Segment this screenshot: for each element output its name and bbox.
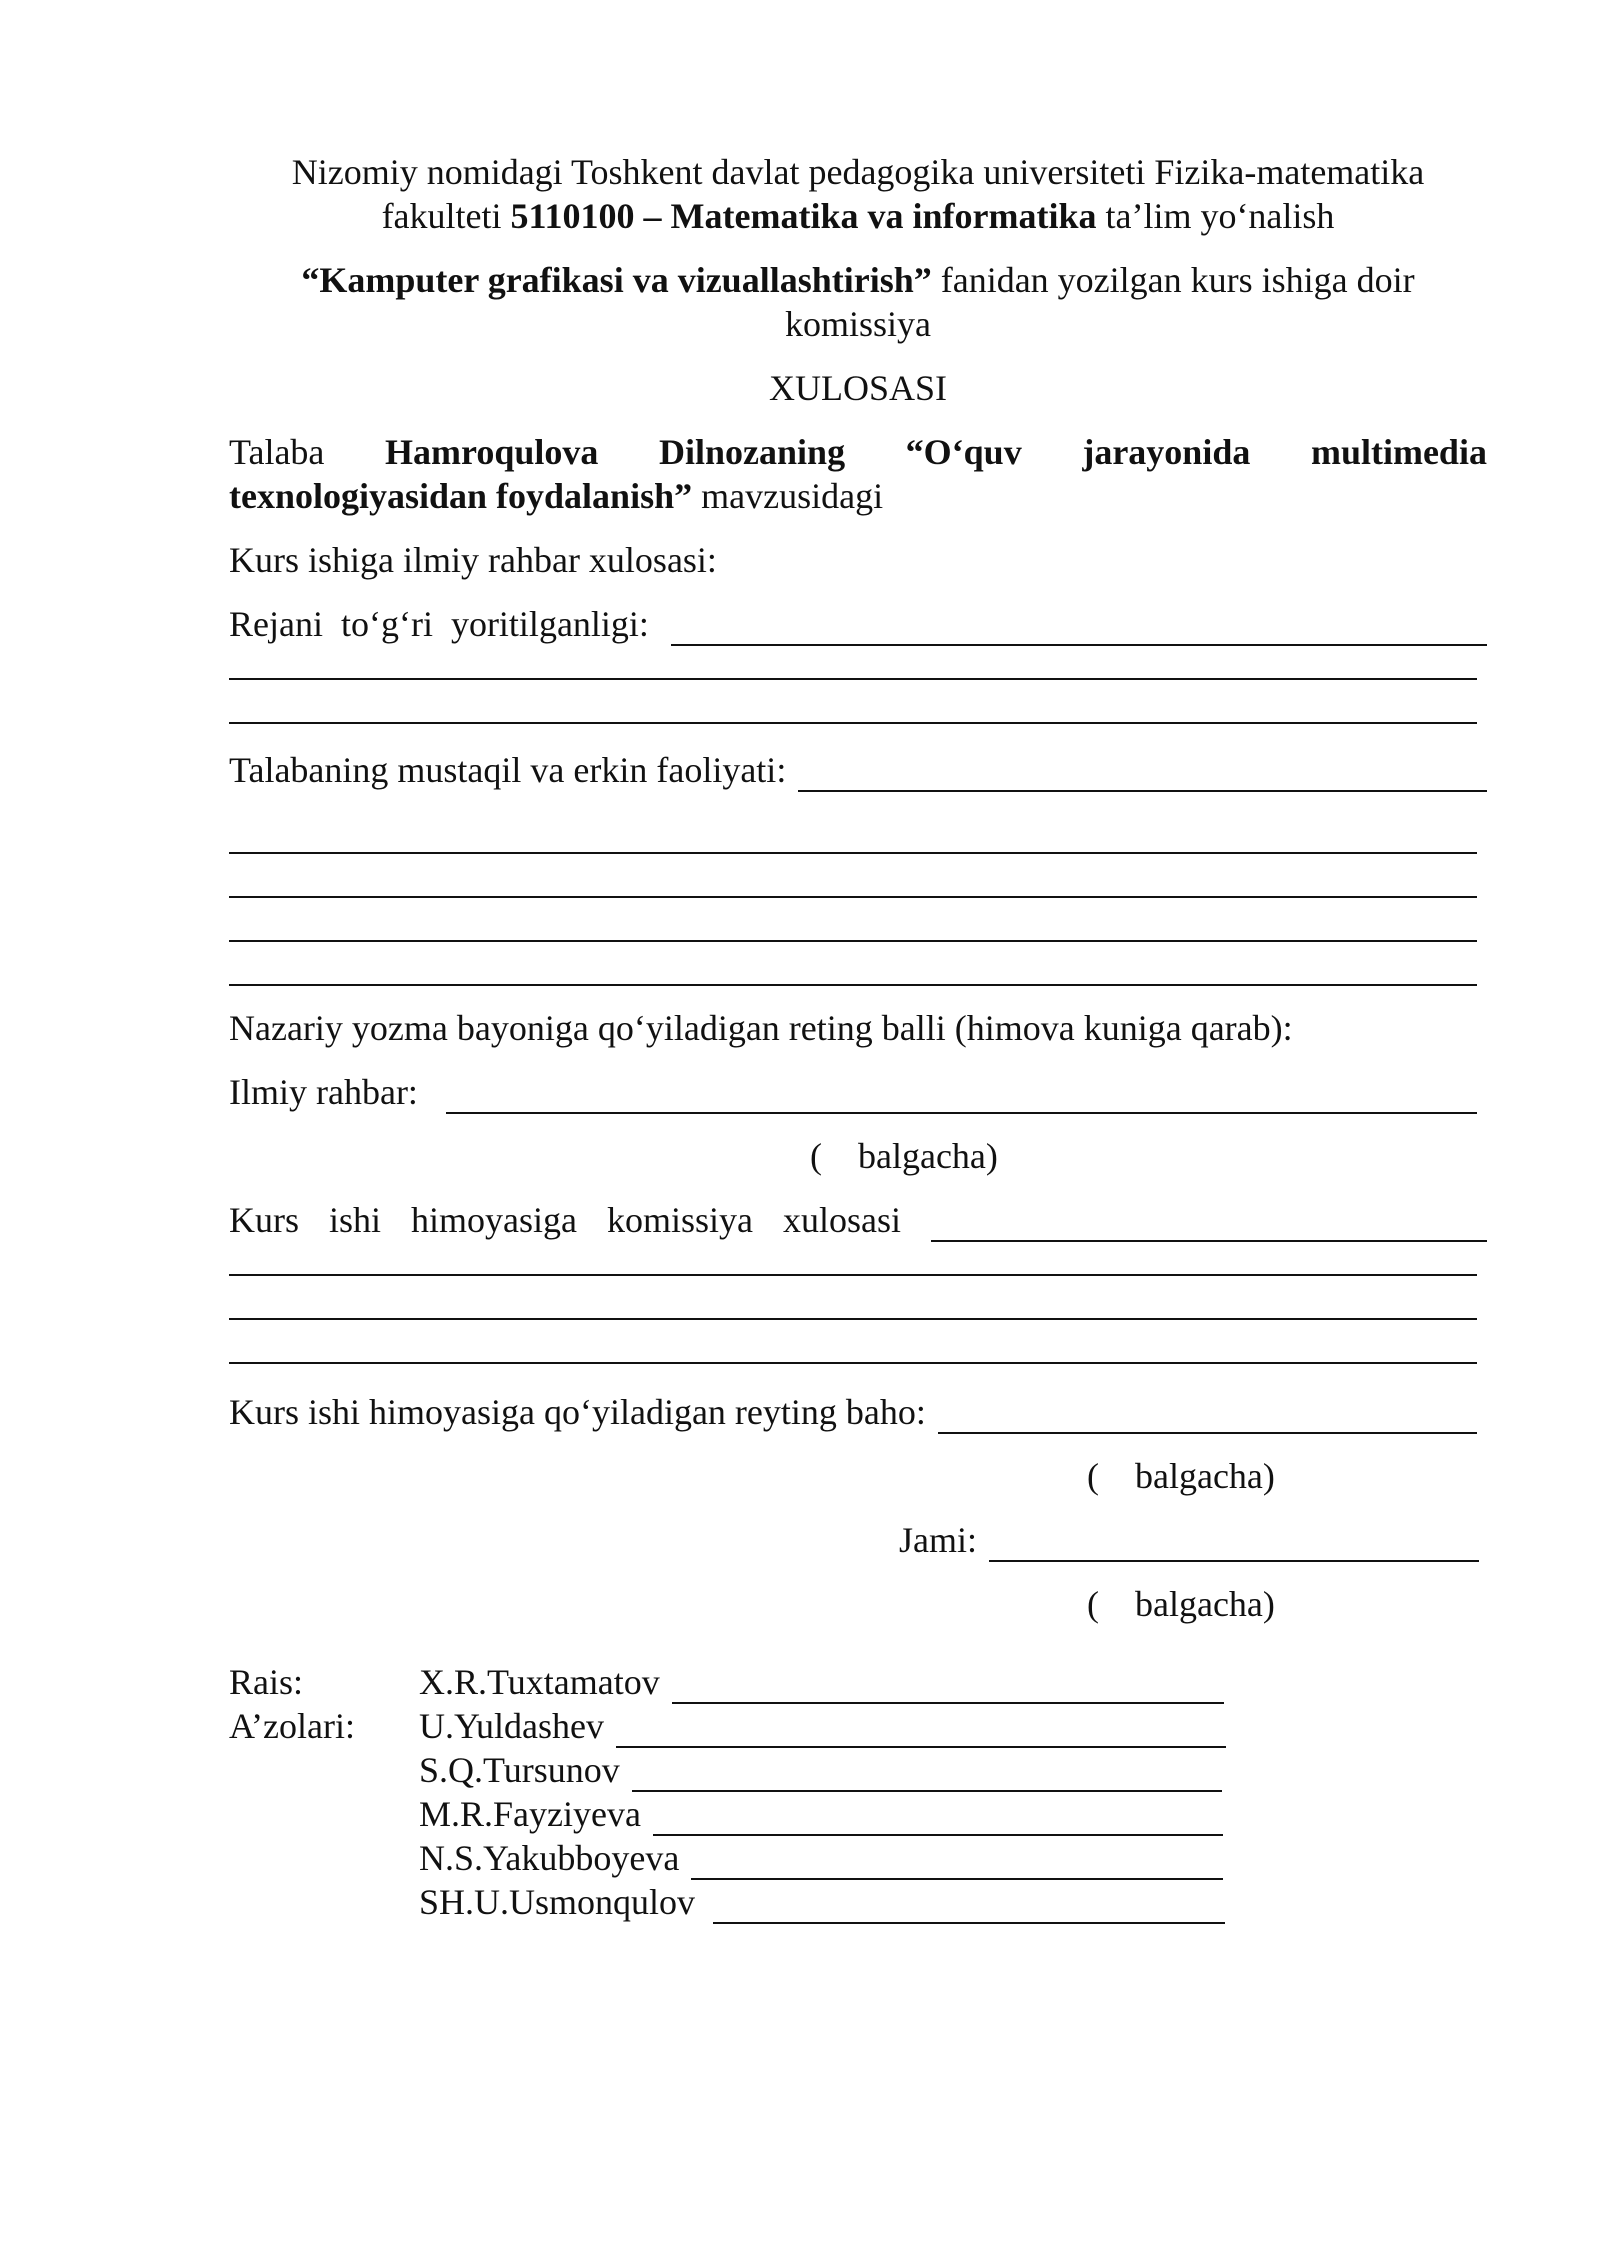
student-word-6: multimedia — [1310, 432, 1487, 472]
member-name: M.R.Fayziyeva — [419, 1794, 641, 1834]
defense-rating-field — [229, 1390, 1477, 1434]
conclusion-form — [229, 150, 1487, 1924]
advisor-points — [229, 1134, 1487, 1178]
commission-word-2: ishi — [329, 1200, 382, 1240]
total-points — [229, 1582, 1487, 1626]
blank-line[interactable] — [229, 1320, 1477, 1364]
blank-line[interactable] — [229, 792, 1477, 854]
advisor-blank[interactable] — [446, 1081, 1477, 1114]
university-header — [229, 150, 1487, 238]
chair-role: Rais: — [229, 1662, 304, 1702]
student-word-1: Talaba — [229, 432, 325, 472]
student-word-4: “O‘quv — [905, 432, 1022, 472]
signature-row — [419, 1748, 1247, 1792]
balgacha-label: ( balgacha) — [1087, 1456, 1275, 1496]
commission-signatures — [229, 1660, 1487, 1924]
plan-coverage-label: Rejani to‘g‘ri yoritilganligi: — [229, 604, 649, 644]
signature-row — [419, 1704, 1247, 1748]
blank-line[interactable] — [229, 854, 1477, 898]
header-line2-c: ta’lim yo‘nalish — [1096, 196, 1335, 236]
commission-word-1: Kurs — [229, 1200, 299, 1240]
subject-line — [229, 258, 1487, 346]
advisor-label: Ilmiy rahbar: — [229, 1072, 418, 1112]
signature-row — [419, 1660, 1247, 1704]
plan-coverage-field — [229, 602, 1487, 724]
student-word-2: Hamroqulova — [385, 432, 599, 472]
subject-rest2: komissiya — [784, 304, 931, 344]
blank-line[interactable] — [229, 898, 1477, 942]
blank-line[interactable] — [229, 646, 1477, 680]
member-name: S.Q.Tursunov — [419, 1750, 620, 1790]
commission-field — [229, 1198, 1487, 1364]
blank-line[interactable] — [229, 942, 1477, 986]
member-name: U.Yuldashev — [419, 1706, 604, 1746]
signature-row — [419, 1792, 1247, 1836]
signature-blank[interactable] — [672, 1671, 1224, 1704]
defense-rating-label: Kurs ishi himoyasiga qo‘yiladigan reyting baho: — [229, 1392, 926, 1432]
blank-line[interactable] — [229, 680, 1477, 724]
theory-rating-label: Nazariy yozma bayoniga qo‘yiladigan reting balli (himova kuniga qarab): — [229, 1008, 1293, 1048]
document-title: XULOSASI — [768, 368, 947, 408]
subject-rest1: fanidan yozilgan kurs ishiga doir — [931, 260, 1415, 300]
total-label: Jami: — [899, 1520, 977, 1560]
advisor-conclusion-label: Kurs ishiga ilmiy rahbar xulosasi: — [229, 540, 717, 580]
defense-rating-blank[interactable] — [938, 1401, 1477, 1434]
student-topic-end: texnologiyasidan foydalanish” — [229, 476, 693, 516]
signature-row — [419, 1836, 1247, 1880]
commission-blank[interactable] — [931, 1209, 1487, 1242]
header-line1: Nizomiy nomidagi Toshkent davlat pedagogika universiteti Fizika-matematika — [291, 152, 1425, 192]
independent-activity-label: Talabaning mustaqil va erkin faoliyati: — [229, 750, 787, 790]
student-line — [229, 430, 1487, 518]
balgacha-label: ( balgacha) — [1087, 1584, 1275, 1624]
signature-blank[interactable] — [691, 1847, 1223, 1880]
member-name: N.S.Yakubboyeva — [419, 1838, 680, 1878]
signature-blank[interactable] — [616, 1715, 1226, 1748]
signature-blank[interactable] — [713, 1891, 1225, 1924]
header-program: 5110100 – Matematika va informatika — [510, 196, 1097, 236]
members-role: A’zolari: — [229, 1706, 355, 1746]
student-word-5: jarayonida — [1082, 432, 1251, 472]
member-name: SH.U.Usmonqulov — [419, 1882, 696, 1922]
chair-name: X.R.Tuxtamatov — [419, 1662, 660, 1702]
plan-coverage-blank[interactable] — [671, 613, 1487, 646]
advisor-field — [229, 1070, 1477, 1114]
signature-row — [419, 1880, 1247, 1924]
defense-points — [229, 1454, 1487, 1498]
student-word-3: Dilnozaning — [659, 432, 846, 472]
total-blank[interactable] — [989, 1529, 1479, 1562]
blank-line[interactable] — [229, 1242, 1477, 1276]
signature-blank[interactable] — [653, 1803, 1223, 1836]
independent-activity-field — [229, 748, 1487, 986]
balgacha-label: ( balgacha) — [810, 1136, 998, 1176]
blank-line[interactable] — [229, 1276, 1477, 1320]
commission-word-3: himoyasiga — [411, 1200, 577, 1240]
total-field — [899, 1518, 1487, 1562]
student-line2-rest: mavzusidagi — [692, 476, 884, 516]
signature-blank[interactable] — [632, 1759, 1222, 1792]
commission-word-4: komissiya — [607, 1200, 754, 1240]
commission-word-5: xulosasi — [783, 1200, 902, 1240]
independent-activity-blank[interactable] — [798, 759, 1487, 792]
header-line2-a: fakulteti — [381, 196, 511, 236]
subject-name: “Kamputer grafikasi va vizuallashtirish” — [301, 260, 932, 300]
